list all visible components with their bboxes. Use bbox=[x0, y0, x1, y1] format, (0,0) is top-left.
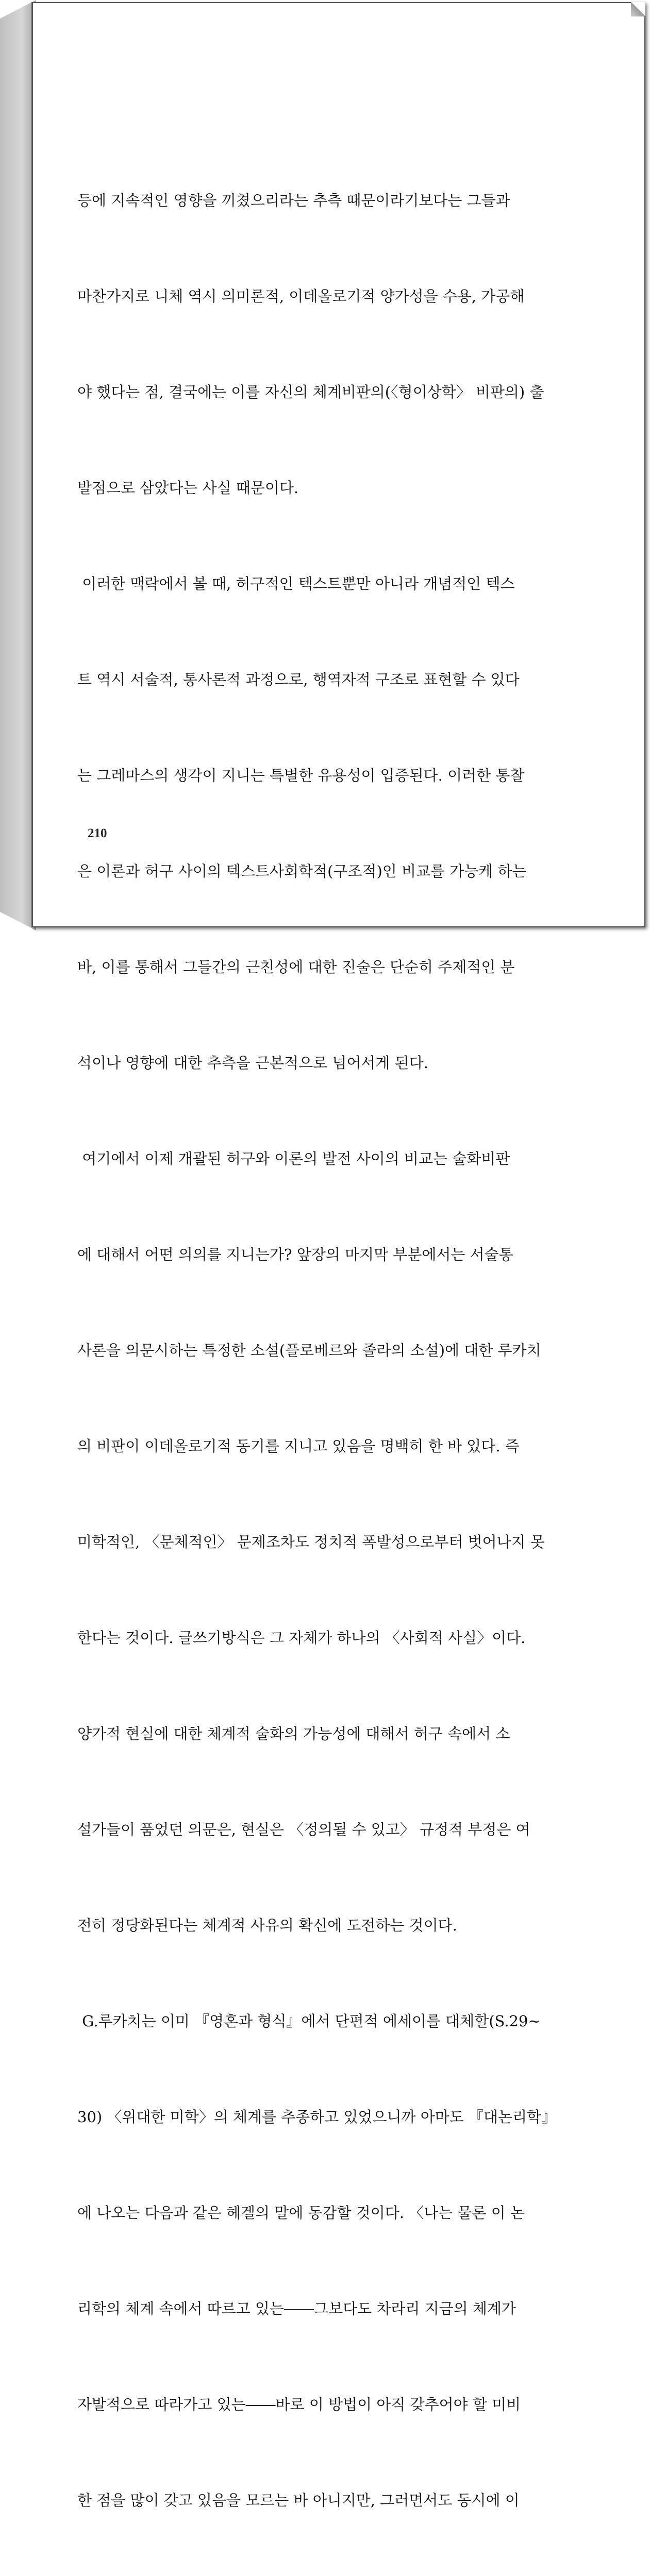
text-line: 한다는 것이다. 글쓰기방식은 그 자체가 하나의 〈사회적 사실〉이다. bbox=[77, 1629, 526, 1647]
text-line: G.루카치는 이미 『영혼과 형식』에서 단편적 에세이를 대체할(S.29~ bbox=[77, 2012, 541, 2030]
page-number: 210 bbox=[88, 826, 107, 840]
book-spine-edge bbox=[0, 0, 36, 930]
text-line: 한 점을 많이 갖고 있음을 모르는 바 아니지만, 그러면서도 동시에 이 bbox=[77, 2492, 520, 2509]
text-line: 양가적 현실에 대한 체계적 술화의 가능성에 대해서 허구 속에서 소 bbox=[77, 1725, 510, 1742]
text-line: 야 했다는 점, 결국에는 이를 자신의 체계비판의(〈형이상학〉 비판의) 출 bbox=[77, 383, 544, 401]
text-line: 사론을 의문시하는 특정한 소설(플로베르와 졸라의 소설)에 대한 루카치 bbox=[77, 1342, 541, 1359]
text-line: 30) 〈위대한 미학〉의 체계를 추종하고 있었으니까 아마도 『대논리학』 bbox=[77, 2108, 557, 2126]
text-line: 설가들이 품었던 의문은, 현실은 〈정의될 수 있고〉 규정적 부정은 여 bbox=[77, 1821, 530, 1838]
body-text bbox=[77, 121, 577, 2576]
text-line: 자발적으로 따라가고 있는――바로 이 방법이 아직 갖추어야 할 미비 bbox=[77, 2396, 521, 2413]
text-line: 발점으로 삼았다는 사실 때문이다. bbox=[77, 479, 299, 497]
text-line: 는 그레마스의 생각이 지니는 특별한 유용성이 입증된다. 이러한 통찰 bbox=[77, 767, 525, 784]
text-line: 의 비판이 이데올로기적 동기를 지니고 있음을 명백히 한 바 있다. 즉 bbox=[77, 1437, 520, 1455]
text-line: 미학적인, 〈문체적인〉 문제조차도 정치적 폭발성으로부터 벗어나지 못 bbox=[77, 1533, 545, 1551]
text-line: 트 역시 서술적, 통사론적 과정으로, 행역자적 구조로 표현할 수 있다 bbox=[77, 671, 520, 688]
text-line: 여기에서 이제 개괄된 허구와 이론의 발전 사이의 비교는 술화비판 bbox=[77, 1150, 510, 1167]
text-line: 에 대해서 어떤 의의를 지니는가? 앞장의 마지막 부분에서는 서술통 bbox=[77, 1246, 513, 1263]
text-line: 석이나 영향에 대한 추측을 근본적으로 넘어서게 된다. bbox=[77, 1054, 428, 1072]
text-line: 전히 정당화된다는 체계적 사유의 확신에 도전하는 것이다. bbox=[77, 1917, 457, 1934]
text-line: 마찬가지로 니체 역시 의미론적, 이데올로기적 양가성을 수용, 가공해 bbox=[77, 287, 525, 305]
text-line: 등에 지속적인 영향을 끼쳤으리라는 추측 때문이라기보다는 그들과 bbox=[77, 192, 510, 209]
text-line: 리학의 체계 속에서 따르고 있는――그보다도 차라리 지금의 체계가 bbox=[77, 2300, 516, 2317]
text-line: 바, 이를 통해서 그들간의 근친성에 대한 진술은 단순히 주제적인 분 bbox=[77, 958, 515, 976]
text-line: 은 이론과 허구 사이의 텍스트사회학적(구조적)인 비교를 가능케 하는 bbox=[77, 862, 527, 880]
page-corner-fold bbox=[631, 2, 645, 16]
text-line: 이러한 맥락에서 볼 때, 허구적인 텍스트뿐만 아니라 개념적인 텍스 bbox=[77, 575, 515, 592]
text-line: 에 나오는 다음과 같은 헤겔의 말에 동감할 것이다. 〈나는 물론 이 논 bbox=[77, 2204, 525, 2222]
